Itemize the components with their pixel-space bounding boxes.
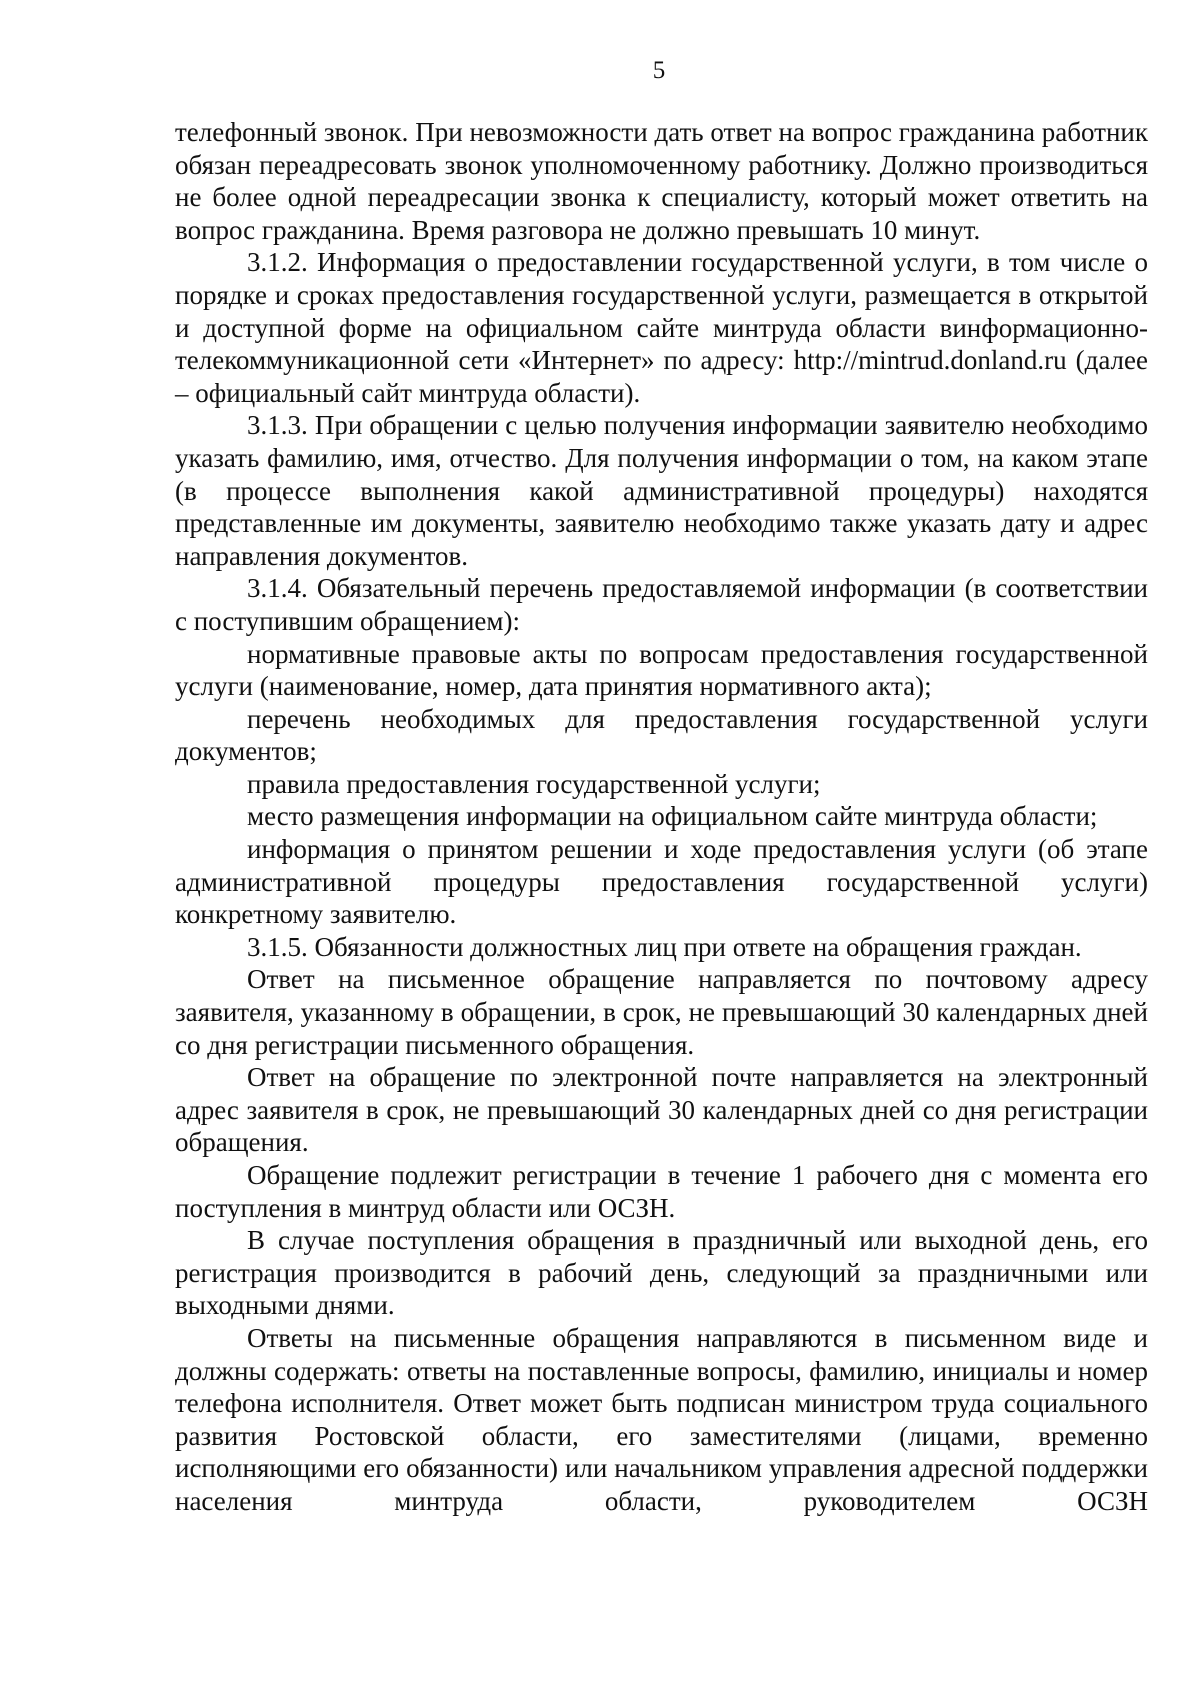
paragraph-3-1-5: 3.1.5. Обязанности должностных лиц при ответе на обращения граждан.: [247, 931, 1082, 962]
paragraph-email-reply: Ответ на обращение по электронной почте направляется на электронный адрес заявителя в срок, не превышающий 30 календарных дней со дня регистрации обращения.: [175, 1062, 1148, 1158]
document-body: [175, 116, 1148, 1518]
paragraph-3-1-4: 3.1.4. Обязательный перечень предоставляемой информации (в соответствии с поступившим обращением):: [175, 573, 1148, 636]
paragraph-3-1-2: 3.1.2. Информация о предоставлении государственной услуги, в том числе о порядке и сроках предоставления государственной услуги, размещается в открытой и доступной форме на официальном сайте минтруда области винформационно-телекоммуникационной сети «Интернет» по адресу: http://mintrud.donland.ru (далее – официальный сайт минтруда области).: [175, 247, 1148, 408]
paragraph-holiday-registration: В случае поступления обращения в праздничный или выходной день, его регистрация производится в рабочий день, следующий за праздничными или выходными днями.: [175, 1225, 1148, 1321]
paragraph-3-1-3: 3.1.3. При обращении с целью получения информации заявителю необходимо указать фамилию, имя, отчество. Для получения информации о том, на каком этапе (в процессе выполнения какой административной процедуры) находятся представленные им документы, заявителю необходимо также указать дату и адрес направления документов.: [175, 410, 1148, 571]
paragraph-reply-content: Ответы на письменные обращения направляются в письменном виде и должны содержать: ответы на поставленные вопросы, фамилию, инициалы и номер телефона исполнителя. Ответ может быть подписан министром труда социального развития Ростовской области, его заместителями (лицами, временно исполняющими его обязанности) или начальником управления адресной поддержки населения минтруда области, руководителем ОСЗН: [175, 1322, 1148, 1516]
list-item-info-location: место размещения информации на официальном сайте минтруда области;: [247, 801, 1098, 832]
list-item-documents: перечень необходимых для предоставления государственной услуги документов;: [175, 703, 1148, 767]
list-item-normative-acts: нормативные правовые акты по вопросам предоставления государственной услуги (наименование, номер, дата принятия нормативного акта);: [175, 638, 1148, 702]
list-item-rules: правила предоставления государственной услуги;: [247, 768, 821, 799]
paragraph-phone-call-continuation: телефонный звонок. При невозможности дать ответ на вопрос гражданина работник обязан переадресовать звонок уполномоченному работнику. Должно производиться не более одной переадресации звонка к специалисту, который может ответить на вопрос гражданина. Время разговора не должно превышать 10 минут.: [175, 117, 1148, 245]
paragraph-written-reply: Ответ на письменное обращение направляется по почтовому адресу заявителя, указанному в обращении, в срок, не превышающий 30 календарных дней со дня регистрации письменного обращения.: [175, 964, 1148, 1060]
list-item-decision-info: информация о принятом решении и ходе предоставления услуги (об этапе административной процедуры предоставления государственной услуги) конкретному заявителю.: [175, 834, 1148, 930]
paragraph-registration: Обращение подлежит регистрации в течение 1 рабочего дня с момента его поступления в минтруд области или ОСЗН.: [175, 1160, 1148, 1223]
page-number: 5: [652, 57, 666, 84]
